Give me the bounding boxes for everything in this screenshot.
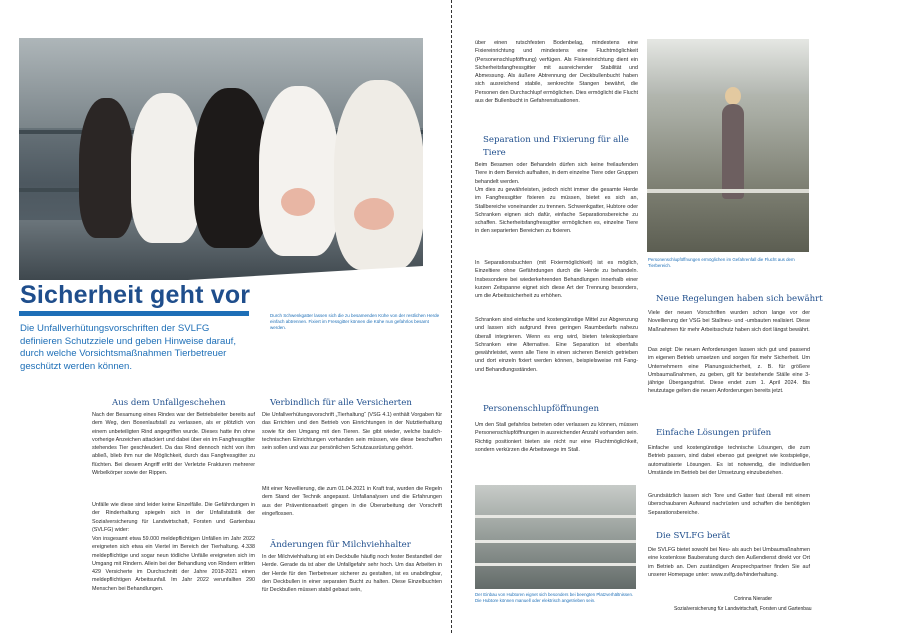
body-paragraph: Von insgesamt etwa 59.000 meldepflichtigen Unfällen im Jahr 2022 ereigneten sich etwa ein Viertel im Bereich der Tierhaltung. 4.338 meldepflichtige und sogar neun tödliche Unfälle ereigneten sich im Umgang mit Rindern. Allein bei der Behandlung von Rindern erlitten 429 Versicherte im Durchschnitt der Jahre 2018-2021 einen meldepflichtigen Arbeitsunfall. Im Jahr 2022 verunfallten 290 Menschen bei Behandlungen.: [92, 536, 255, 592]
body-paragraph: Die Unfallverhütungsvorschrift „Tierhaltung“ (VSG 4.1) enthält Vorgaben für das Errichten und den Betrieb von Einrichtungen in der Nutztierhaltung sowie für den Umgang mit den Tieren. Sie gibt wieder, welche baulich-technischen Einrichtungen vorhanden sein müssen, wie diese beschaffen sein sollen und was zur persönlichen Schutzausrüstung gehört.: [262, 412, 442, 451]
body-paragraph: Schranken sind einfache und kostengünstige Mittel zur Abgrenzung und lassen sich aufgrund ihres geringen Raumbedarfs nahezu überall integrieren. Wenn es eng wird, bieten teleskopierbare Schranken eine Alternative. Eine Separation ist ebenfalls gewährleistet, wenn alle Tiere in einen sicheren Bereich getrieben und dort einzeln fixiert werden können, beispielsweise mit Fang- und Behandlungsständen.: [475, 317, 638, 373]
barn-roof: [647, 39, 809, 94]
gate-bar: [475, 540, 636, 543]
cow: [259, 86, 339, 256]
body-paragraph: Um dies zu gewährleisten, jedoch nicht immer die gesamte Herde im Fangfressgitter fixieren zu müssen, bietet es sich an, Stallbereiche voneinander zu trennen. Schwenkgatter, Hubtore oder Schranken eignen sich dafür, einfache Separationsbereiche zu schaffen. Sicherheitsfangfressgitter ermöglichen es, einzelne Tiere in den separierten Bereichen zu fixieren.: [475, 187, 638, 235]
heading-unfallgeschehen: Aus dem Unfallgeschehen: [112, 398, 226, 408]
hero-caption: Durch Schwenkgatter lassen sich die zu besamenden Kühe von der restlichen Herde einfach abtrennen. Fixiert im Fressgitter können die Kühe nun gefahrlos besamt werden.: [270, 313, 440, 330]
body-paragraph: Nach der Besamung eines Rindes war der Betriebsleiter bereits auf dem Weg, den Boxenlaufstall zu verlassen, als er plötzlich von einem unbeteiligten Rind angegriffen wurde. Dieses hatte ihn ohne vorherige Anzeichen attackiert und dabei über ein im Fangfressgitter stehendes Tier geschleudert. Da das Rind dennoch nicht von ihm abließ, blieb ihm nur die Möglichkeit, durch das Fangfressgitter zu flüchten. Bei diesem Angriff erlitt der Verletzte Frakturen mehrerer Wirbelkörper sowie der Rippen.: [92, 412, 256, 476]
body-paragraph: Mit einer Novellierung, die zum 01.04.2021 in Kraft trat, wurden die Regeln dem Stand der Technik angepasst. Unfallanalysen und die Erfahrungen aus der Präventionsarbeit gingen in die Überarbeitung der Vorschrift eingeflossen.: [262, 486, 442, 517]
cow: [334, 80, 423, 270]
page-divider: [451, 0, 452, 633]
lead-paragraph: Die Unfallverhütungsvorschriften der SVLFG definieren Schutzziele und geben Hinweise darauf, durch welche Vorsichtsmaßnahmen Tierbetreuer geschützt werden können.: [20, 323, 236, 372]
heading-neue-regelungen: Neue Regelungen haben sich bewährt: [656, 294, 823, 304]
hero-photo-cows: [19, 38, 423, 280]
heading-versicherte: Verbindlich für alle Versicherten: [270, 398, 412, 408]
body-paragraph: über einen rutschfesten Bodenbelag, mindestens eine Fixiereinrichtung und mindestens eine Fluchtmöglichkeit (Personenschlupföffnung) verfügen. Als Fixiereinrichtung dient ein Sicherheitsfangfressgitter mit ausreichender Stabilität und Abmessung. Als äußere Abtrennung der Deckbullenbucht haben sich ausreichend stabile, senkrechte Stangen bewährt, die Personen den Durchschlupf ermöglichen. Dies ermöglicht die Flucht aus der Bullenbucht in Gefahrensituationen.: [475, 40, 638, 104]
title-underline: [19, 311, 249, 316]
body-paragraph: Die SVLFG bietet sowohl bei Neu- als auch bei Umbaumaßnahmen eine kostenlose Bauberatung durch den Außendienst direkt vor Ort im Betrieb an. Den zuständigen Ansprechpartner finden Sie auf unserer Homepage unter: www.svlfg.de/hinderhaltung.: [648, 547, 810, 578]
heading-milchviehhalter: Änderungen für Milchviehhalter: [270, 540, 411, 550]
feed-gate: [647, 189, 809, 193]
body-paragraph: Unfälle wie diese sind leider keine Einzelfälle. Die Gefährdungen in der Rinderhaltung spiegeln sich in der Unfallstatistik der Sozialversicherung für Landwirtschaft, Forsten und Gartenbau (SVLFG) wider:: [92, 502, 255, 533]
photo-caption: Personenschlupföffnungen ermöglichen im Gefahrenfall die Flucht aus dem Tierbereich.: [648, 257, 795, 268]
heading-personenschlupf: Personenschlupföffnungen: [483, 404, 600, 414]
photo-caption: Der Einbau von Hubtoren eignet sich besonders bei beengten Platzverhältnissen. Die Hubtore können manuell oder elektrisch angetrieben sein.: [475, 592, 634, 603]
gate-bar: [475, 563, 636, 566]
heading-separation: Separation und Fixierung für alle Tiere: [483, 135, 629, 158]
gate-bar: [475, 515, 636, 518]
person-head: [725, 87, 741, 105]
body-paragraph: In Separationsbuchten (mit Fixiermöglichkeit) ist es möglich, Einzeltiere ohne Gefährdungen durch die Herde zu behandeln. Insbesondere bei wiederkehrenden Behandlungen innerhalb einer kurzen Zeitspanne eignet sich diese Art der Trennung besonders, um die Arbeitssicherheit zu erhöhen.: [475, 260, 638, 299]
body-paragraph: Einfache und kostengünstige technische Lösungen, die zum Betrieb passen, sind dabei ebenso gut geeignet wie kostspielige, automatisierte Lösungen. Es ist notwendig, die individuellen Umstände im Betrieb bei der Umsetzung einzubeziehen.: [648, 445, 810, 476]
page-title: Sicherheit geht vor: [20, 281, 251, 309]
udder: [354, 198, 394, 230]
photo-personenschlupf: [647, 39, 809, 252]
cow: [131, 93, 201, 243]
body-paragraph: Um den Stall gefahrlos betreten oder verlassen zu können, müssen Personenschlupföffnungen in ausreichender Anzahl vorhanden sein. Richtig positioniert bieten sie nicht nur eine Fluchtmöglichkeit, sondern verkürzen die Arbeitswege im Stall.: [475, 422, 638, 453]
body-paragraph: Beim Besamen oder Behandeln dürfen sich keine freilaufenden Tiere in dem Bereich aufhalten, in dem einzelne Tiere oder Gruppen behandelt werden.: [475, 162, 638, 185]
body-paragraph: Grundsätzlich lassen sich Tore und Gatter fast überall mit einem überschaubaren Aufwand nachrüsten und schaffen die benötigten Separationsbereiche.: [648, 493, 810, 516]
author-organization: Sozialversicherung für Landwirtschaft, Forsten und Gartenbau: [674, 606, 812, 612]
udder: [281, 188, 315, 216]
photo-hubtore: [475, 485, 636, 589]
heading-svlfg-beraet: Die SVLFG berät: [656, 531, 731, 541]
author-signature: Corinna Nierader: [734, 596, 773, 602]
body-paragraph: Viele der neuen Vorschriften wurden schon lange vor der Novellierung der VSG bei Stallneu- und -umbauten realisiert. Diese Maßnahmen für mehr Arbeitsschutz haben sich dort längst bewährt.: [648, 310, 810, 333]
body-paragraph: Das zeigt: Die neuen Anforderungen lassen sich gut und passend im eigenen Betrieb umsetzen und sorgen für mehr Sicherheit. Um Unternehmern eine Planungssicherheit, z. B. für größere Umbaumaßnahmen, zu geben, gilt für bestehende Ställe eine 3-jährige Übergangsfrist. Diese endet zum 1. April 2024. Bis heutzutage gelten die neuen Anforderungen bereits jetzt.: [648, 347, 810, 395]
body-paragraph: In der Milchviehhaltung ist ein Deckbulle häufig noch fester Bestandteil der Herde. Gerade da ist aber die Unfallgefahr sehr hoch. Um das Arbeiten in der Herde für den Tierbetreuer sicherer zu gestalten, ist es unabdingbar, den Deckbullen in einer separaten Bucht zu halten. Diese Einzelbuchten für Deckbullen müssen stabil gebaut sein,: [262, 554, 442, 593]
cow: [194, 88, 269, 248]
cow: [79, 98, 134, 238]
person: [722, 104, 744, 199]
heading-einfache-loesungen: Einfache Lösungen prüfen: [656, 428, 772, 438]
